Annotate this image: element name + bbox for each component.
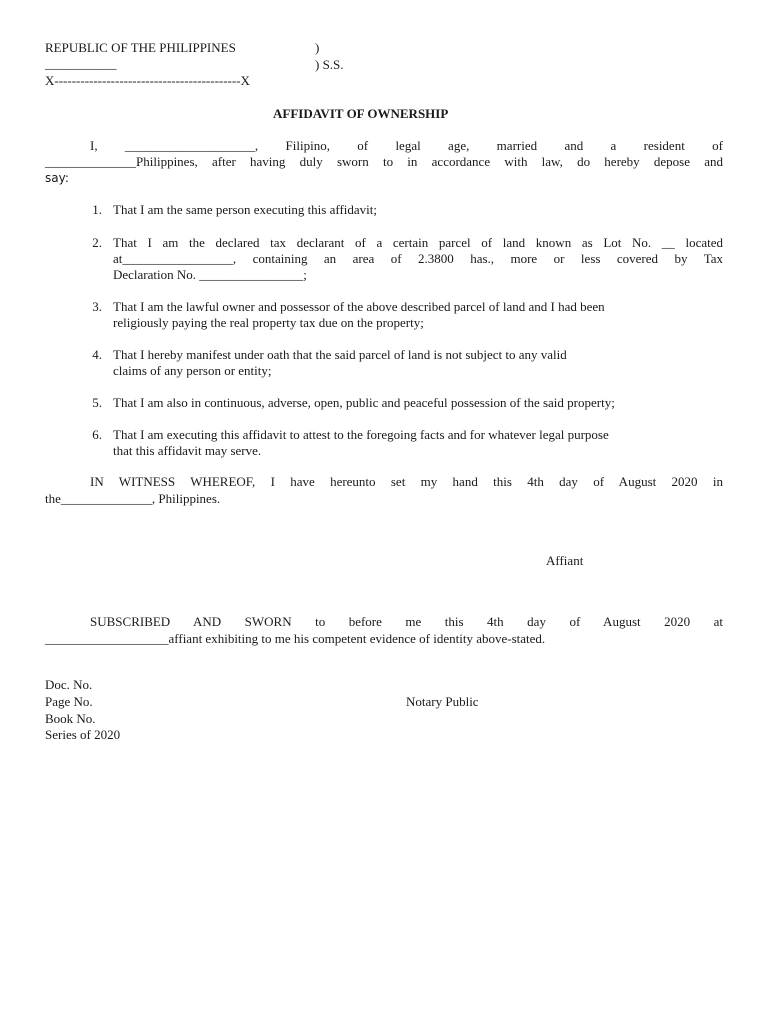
subscribed-line-1: SUBSCRIBED AND SWORN to before me this 4th day of August 2020 at (90, 614, 723, 629)
intro-line-2: ______________Philippines, after having duly sworn to in accordance with law, do hereby depose and (45, 154, 723, 169)
intro-line-3: say: (45, 171, 69, 185)
witness-line-1: IN WITNESS WHEREOF, I have hereunto set my hand this 4th day of August 2020 in (90, 474, 723, 489)
doc-no-label: Doc. No. (45, 677, 93, 692)
intro-line-1: I, ____________________, Filipino, of legal age, married and a resident of (90, 138, 723, 153)
item-5-line-1: That I am also in continuous, adverse, open, public and peaceful possession of the said property; (113, 395, 615, 410)
series-label: Series of 2020 (45, 727, 121, 742)
item-6-line-1: That I am executing this affidavit to attest to the foregoing facts and for whatever legal purpose (113, 427, 609, 442)
x-line: X-------------------------------------------X (45, 73, 250, 88)
item-number: 6. (92, 427, 102, 442)
item-number: 2. (92, 235, 102, 250)
item-number: 1. (92, 202, 102, 217)
item-2-line-2: at_________________, containing an area of 2.3800 has., more or less covered by Tax (113, 251, 723, 266)
item-6-line-2: that this affidavit may serve. (113, 443, 262, 458)
subscribed-line-2: ___________________affiant exhibiting to me his competent evidence of identity above-stated. (45, 631, 546, 646)
item-2-line-3: Declaration No. ________________; (113, 267, 307, 282)
notary-public-label: Notary Public (406, 694, 479, 709)
item-number: 5. (92, 395, 102, 410)
item-3-line-2: religiously paying the real property tax due on the property; (113, 315, 424, 330)
header-paren: ) (315, 40, 320, 55)
republic-heading: REPUBLIC OF THE PHILIPPINES (45, 40, 236, 55)
item-2-line-1: That I am the declared tax declarant of a certain parcel of land known as Lot No. __ located (113, 235, 723, 250)
witness-line-2: the______________, Philippines. (45, 491, 221, 506)
book-no-label: Book No. (45, 711, 96, 726)
item-3-line-1: That I am the lawful owner and possessor of the above described parcel of land and I had been (113, 299, 605, 314)
item-4-line-1: That I hereby manifest under oath that the said parcel of land is not subject to any valid (113, 347, 567, 362)
page-no-label: Page No. (45, 694, 93, 709)
affiant-label: Affiant (546, 553, 584, 568)
ss-label: ) S.S. (315, 57, 344, 72)
header-blank-line: ___________ (45, 56, 117, 71)
item-number: 3. (92, 299, 102, 314)
item-1-line-1: That I am the same person executing this affidavit; (113, 202, 378, 217)
document-title: AFFIDAVIT OF OWNERSHIP (273, 106, 449, 121)
item-4-line-2: claims of any person or entity; (113, 363, 272, 378)
item-number: 4. (92, 347, 102, 362)
